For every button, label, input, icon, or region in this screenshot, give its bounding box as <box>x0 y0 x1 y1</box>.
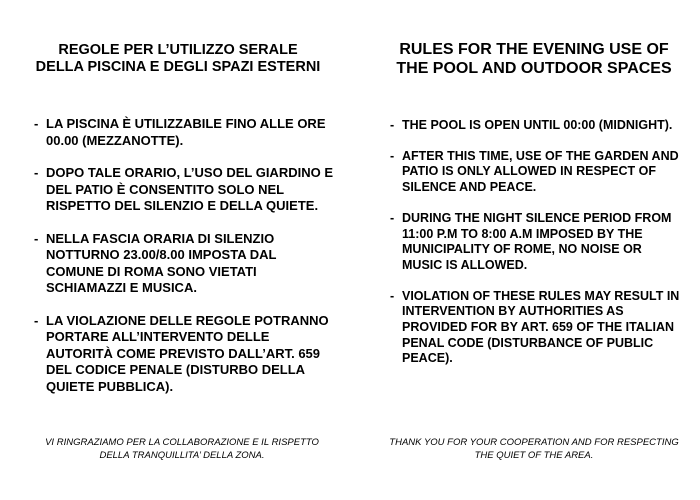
italian-rule-2 <box>34 165 334 215</box>
bullet-dash: - <box>34 165 39 180</box>
italian-rule-4 <box>34 313 334 396</box>
english-rule-1-text: THE POOL IS OPEN UNTIL 00:00 (MIDNIGHT). <box>402 118 673 132</box>
english-rule-3-text: DURING THE NIGHT SILENCE PERIOD FROM 11:00 P.M TO 8:00 A.M IMPOSED BY THE MUNICIPALITY OF ROME, NO NOISE OR MUSIC IS ALLOWED. <box>402 210 672 272</box>
bullet-dash: - <box>390 118 395 132</box>
italian-rule-1 <box>34 116 334 149</box>
bullet-dash: - <box>390 288 395 303</box>
english-rule-4-text: VIOLATION OF THESE RULES MAY RESULT IN INTERVENTION BY AUTHORITIES AS PROVIDED FOR BY ART. 659 OF THE ITALIAN PENAL CODE (DISTURBANCE OF PUBLIC PEACE). <box>402 288 680 366</box>
bullet-dash: - <box>390 210 395 225</box>
italian-thanks: VI RINGRAZIAMO PER LA COLLABORAZIONE E IL RISPETTO DELLA TRANQUILLITA’ DELLA ZONA. <box>45 437 319 461</box>
italian-rule-3 <box>34 231 334 297</box>
italian-rule-2-text: DOPO TALE ORARIO, L’USO DEL GIARDINO E DEL PATIO È CONSENTITO SOLO NEL RISPETTO DEL SILENZIO E DELLA QUIETE. <box>46 165 333 213</box>
italian-rule-1-text: LA PISCINA È UTILIZZABILE FINO ALLE ORE 00.00 (MEZZANOTTE). <box>46 116 326 148</box>
english-rule-3 <box>390 211 680 274</box>
english-rule-4 <box>390 289 680 368</box>
bullet-dash: - <box>34 230 39 246</box>
bullet-dash: - <box>390 148 395 163</box>
italian-rule-4-text: LA VIOLAZIONE DELLE REGOLE POTRANNO PORTARE ALL’INTERVENTO DELLE AUTORITÀ COME PREVISTO DALL’ART. 659 DEL CODICE PENALE (DISTURBO DELLA QUIETE PUBBLICA). <box>46 312 329 394</box>
english-rules-list <box>390 118 680 382</box>
english-title: RULES FOR THE EVENING USE OF THE POOL AND OUTDOOR SPACES <box>396 41 672 78</box>
english-rule-2 <box>390 149 680 196</box>
italian-title: REGOLE PER L’UTILIZZO SERALE DELLA PISCINA E DEGLI SPAZI ESTERNI <box>35 42 321 76</box>
italian-rules-list <box>34 116 334 411</box>
italian-rule-3-text: NELLA FASCIA ORARIA DI SILENZIO NOTTURNO 23.00/8.00 IMPOSTA DAL COMUNE DI ROMA SONO VIETATI SCHIAMAZZI E MUSICA. <box>46 230 277 295</box>
english-thanks: THANK YOU FOR YOUR COOPERATION AND FOR RESPECTING THE QUIET OF THE AREA. <box>389 437 679 461</box>
bullet-dash: - <box>34 312 39 328</box>
english-rule-2-text: AFTER THIS TIME, USE OF THE GARDEN AND PATIO IS ONLY ALLOWED IN RESPECT OF SILENCE AND PEACE. <box>402 148 679 195</box>
bullet-dash: - <box>34 116 39 131</box>
english-rule-1 <box>390 118 680 134</box>
